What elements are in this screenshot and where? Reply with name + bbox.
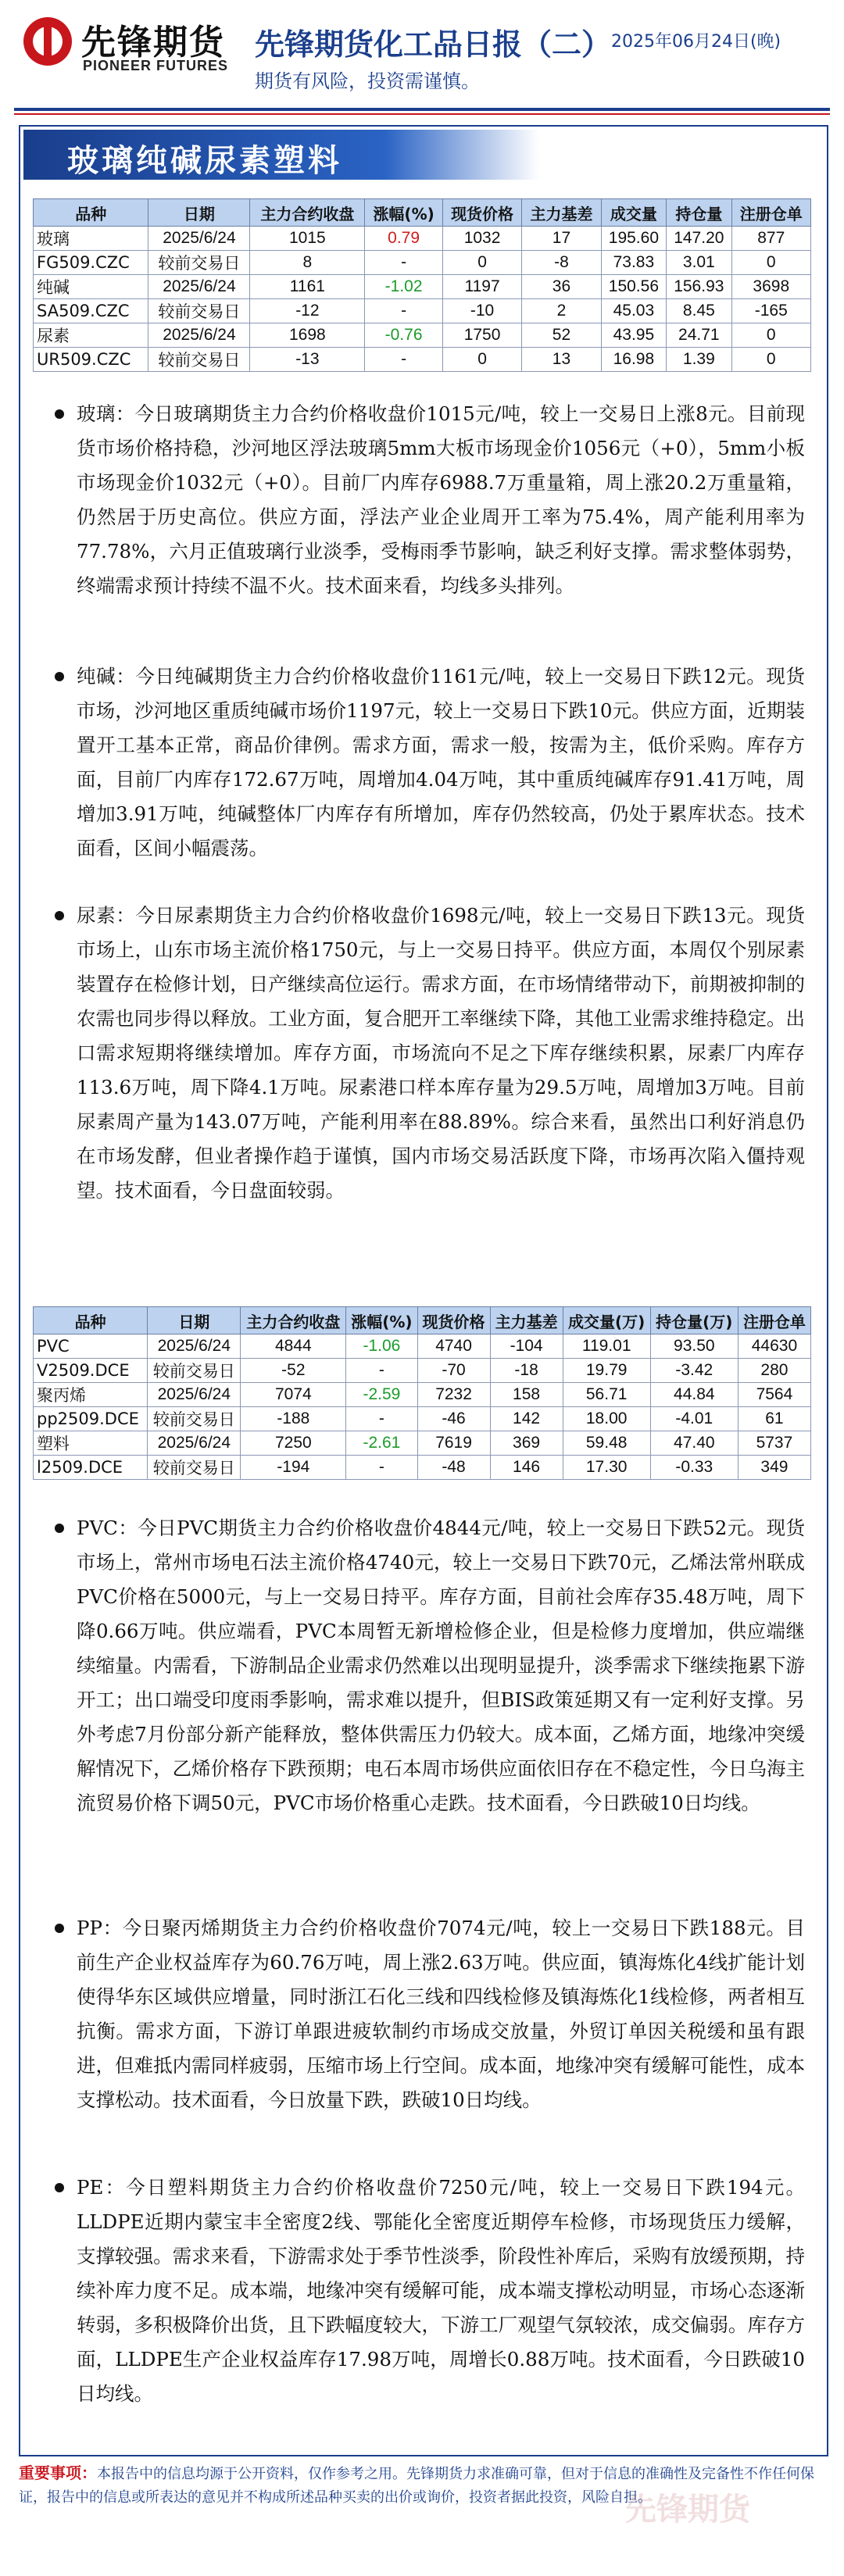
header-divider (14, 108, 830, 111)
column-header: 注册仓单 (731, 199, 810, 227)
table-cell: 0.79 (365, 227, 443, 251)
table-row (34, 323, 811, 348)
table-cell: -2.61 (346, 1431, 417, 1456)
disclaimer (19, 2461, 825, 2510)
disclaimer-label: 重要事项： (19, 2463, 97, 2482)
column-header: 现货价格 (442, 199, 521, 227)
table-cell: -104 (490, 1334, 563, 1359)
table-cell: -2.59 (346, 1383, 417, 1407)
column-header: 持仓量(万) (650, 1307, 738, 1334)
table-cell: 0 (731, 323, 810, 348)
table-cell: 1161 (250, 275, 365, 299)
table-row (34, 1456, 811, 1480)
table-cell: 4844 (241, 1334, 346, 1359)
table-cell: 较前交易日 (148, 348, 250, 372)
product-name-cell: 玻璃 (34, 227, 148, 251)
table-row (34, 1383, 811, 1407)
table-cell: 19.79 (563, 1359, 650, 1383)
table-cell: 147.20 (667, 227, 731, 251)
product-name-cell: FG509.CZC (34, 251, 148, 275)
column-header: 主力合约收盘 (241, 1307, 346, 1334)
column-header: 成交量(万) (563, 1307, 650, 1334)
section-title: 玻璃纯碱尿素塑料 (67, 143, 342, 179)
table-cell: 0 (442, 251, 521, 275)
table-cell: 16.98 (601, 348, 666, 372)
report-title: 先锋期货化工品日报（二） (255, 27, 612, 62)
bullet-icon (55, 911, 64, 920)
table-cell: - (365, 348, 443, 372)
table-cell: 7232 (417, 1383, 490, 1407)
table-cell: 2 (522, 299, 601, 323)
table-cell: -8 (522, 251, 601, 275)
table-cell: 4740 (417, 1334, 490, 1359)
table-cell: -18 (490, 1359, 563, 1383)
paragraph-pe: PE：今日塑料期货主力合约价格收盘价7250元/吨，较上一交易日下跌194元。LLDPE近期内蒙宝丰全密度2线、鄂能化全密度近期停车检修，市场现货压力缓解，支撑较强。需求来看，下游需求处于季节性淡季，阶段性补库后，采购有放缓预期，持续补库力度不足。成本端，地缘冲突有缓解可能，成本端支撑松动明显，市场心态逐渐转弱，多积极降价出货，且下跌幅度较大，下游工厂观望气氛较浓，成交偏弱。库存方面，LLDPE生产企业权益库存17.98万吨，周增长0.88万吨。技术面看，今日跌破10日均线。 (77, 2176, 805, 2405)
table-cell: 146 (490, 1456, 563, 1480)
bullet-icon (55, 672, 64, 681)
logo-text-cn: 先锋期货 (81, 23, 225, 63)
product-name-cell: UR509.CZC (34, 348, 148, 372)
product-name-cell: PVC (34, 1334, 148, 1359)
table-row (34, 1334, 811, 1359)
data-table-plastics (33, 1306, 811, 1480)
table-cell: 369 (490, 1431, 563, 1456)
table-cell: 0 (731, 251, 810, 275)
table-cell: 较前交易日 (148, 251, 250, 275)
product-name-cell: SA509.CZC (34, 299, 148, 323)
table-row (34, 1431, 811, 1456)
report-date: 2025年06月24日(晚) (611, 32, 781, 52)
paragraph-glass: 玻璃：今日玻璃期货主力合约价格收盘价1015元/吨，较上一交易日上涨8元。目前现货市场价格持稳，沙河地区浮法玻璃5mm大板市场现金价1056元（+0），5mm小板市场现金价1032元（+0）。目前厂内库存6988.7万重量箱，周上涨20.2万重量箱，仍然居于历史高位。供应方面，浮法产业企业周开工率为75.4%，周产能利用率为77.78%，六月正值玻璃行业淡季，受梅雨季节影响，缺乏利好支撑。需求整体弱势，终端需求预计持续不温不火。技术面来看，均线多头排列。 (77, 402, 805, 597)
data-table-glass-soda-urea (33, 198, 811, 372)
table-cell: 2025/6/24 (148, 1383, 241, 1407)
paragraph-soda: 纯碱：今日纯碱期货主力合约价格收盘价1161元/吨，较上一交易日下跌12元。现货市场，沙河地区重质纯碱市场价1197元，较上一交易日下跌10元。供应方面，近期装置开工基本正常，商品价律例。需求方面，需求一般，按需为主，低价采购。库存方面，目前厂内库存172.67万吨，周增加4.04万吨，其中重质纯碱库存91.41万吨，周增加3.91万吨，纯碱整体厂内库存有所增加，库存仍然较高，仍处于累库状态。技术面看，区间小幅震荡。 (77, 665, 805, 859)
table-cell: -4.01 (650, 1407, 738, 1431)
table-cell: 349 (738, 1456, 810, 1480)
product-name-cell: 塑料 (34, 1431, 148, 1456)
table-cell: -1.06 (346, 1334, 417, 1359)
table-cell: -52 (241, 1359, 346, 1383)
table-cell: 93.50 (650, 1334, 738, 1359)
bullet-icon (55, 2183, 64, 2192)
disclaimer-text: 本报告中的信息均源于公开资料，仅作参考之用。先锋期货力求准确可靠，但对于信息的准确性及完备性不作任何保证，报告中的信息或所表达的意见并不构成所述品种买卖的出价或询价，投资者据此投资，风险自担。 (19, 2466, 814, 2506)
table-cell: 较前交易日 (148, 1359, 241, 1383)
table-row (34, 1359, 811, 1383)
table-row (34, 227, 811, 251)
table-cell: 43.95 (601, 323, 666, 348)
logo-icon (23, 17, 72, 66)
paragraph-pp: PP：今日聚丙烯期货主力合约价格收盘价7074元/吨，较上一交易日下跌188元。目前生产企业权益库存为60.76万吨，周上涨2.63万吨。供应面，镇海炼化4线扩能计划使得华东区域供应增量，同时浙江石化三线和四线检修及镇海炼化1线检修，两者相互抗衡。需求方面，下游订单跟进疲软制约市场成交放量，外贸订单因关税缓和虽有跟进，但难抵内需同样疲弱，压缩市场上行空间。成本面，地缘冲突有缓解可能性，成本支撑松动。技术面看，今日放量下跌，跌破10日均线。 (77, 1917, 805, 2111)
table-cell: 44.84 (650, 1383, 738, 1407)
table-cell: - (346, 1359, 417, 1383)
table-cell: 2025/6/24 (148, 275, 250, 299)
table-cell: 195.60 (601, 227, 666, 251)
table-cell: 7250 (241, 1431, 346, 1456)
table-cell: 52 (522, 323, 601, 348)
table-cell: -1.02 (365, 275, 443, 299)
table-row (34, 275, 811, 299)
table-cell: -46 (417, 1407, 490, 1431)
table-cell: 73.83 (601, 251, 666, 275)
table-cell: 7074 (241, 1383, 346, 1407)
column-header: 主力基差 (490, 1307, 563, 1334)
table-cell: - (365, 251, 443, 275)
table-row (34, 348, 811, 372)
table-cell: 142 (490, 1407, 563, 1431)
table-cell: 1698 (250, 323, 365, 348)
table-cell: 61 (738, 1407, 810, 1431)
table-cell: 5737 (738, 1431, 810, 1456)
risk-slogan: 期货有风险，投资需谨慎。 (255, 70, 480, 92)
column-header: 成交量 (601, 199, 666, 227)
table-cell: 158 (490, 1383, 563, 1407)
bullet-icon (55, 409, 64, 419)
table-row (34, 251, 811, 275)
table-cell: -194 (241, 1456, 346, 1480)
column-header: 现货价格 (417, 1307, 490, 1334)
column-header: 持仓量 (667, 199, 731, 227)
table-cell: 44630 (738, 1334, 810, 1359)
table-cell: 0 (442, 348, 521, 372)
bullet-icon (55, 1524, 64, 1533)
table-cell: 1197 (442, 275, 521, 299)
product-name-cell: 聚丙烯 (34, 1383, 148, 1407)
table-cell: 59.48 (563, 1431, 650, 1456)
table-cell: 3698 (731, 275, 810, 299)
column-header: 涨幅(%) (346, 1307, 417, 1334)
column-header: 涨幅(%) (365, 199, 443, 227)
table-cell: -165 (731, 299, 810, 323)
header-divider-red (14, 113, 830, 115)
product-name-cell: 尿素 (34, 323, 148, 348)
table-row (34, 299, 811, 323)
table-cell: 156.93 (667, 275, 731, 299)
table-cell: -12 (250, 299, 365, 323)
product-name-cell: 纯碱 (34, 275, 148, 299)
bullet-icon (55, 1924, 64, 1933)
table-cell: 7564 (738, 1383, 810, 1407)
table-cell: 1015 (250, 227, 365, 251)
table-row (34, 1407, 811, 1431)
table-cell: 2025/6/24 (148, 227, 250, 251)
product-name-cell: pp2509.DCE (34, 1407, 148, 1431)
table-cell: 119.01 (563, 1334, 650, 1359)
table-cell: 24.71 (667, 323, 731, 348)
table-cell: 150.56 (601, 275, 666, 299)
table-cell: 3.01 (667, 251, 731, 275)
table-cell: 45.03 (601, 299, 666, 323)
column-header: 品种 (34, 1307, 148, 1334)
table-cell: 较前交易日 (148, 299, 250, 323)
paragraph-pvc: PVC：今日PVC期货主力合约价格收盘价4844元/吨，较上一交易日下跌52元。现货市场上，常州市场电石法主流价格4740元，较上一交易日下跌70元，乙烯法常州联成PVC价格在5000元，与上一交易日持平。库存方面，目前社会库存35.48万吨，周下降0.66万吨。供应端看，PVC本周暂无新增检修企业，但是检修力度增加，供应端继续缩量。内需看，下游制品企业需求仍然难以出现明显提升，淡季需求下继续拖累下游开工；出口端受印度雨季影响，需求难以提升，但BIS政策延期又有一定利好支撑。另外考虑7月份部分新产能释放，整体供需压力仍较大。成本面，乙烯方面，地缘冲突缓解情况下，乙烯价格存下跌预期；电石本周市场供应面依旧存在不稳定性，今日乌海主流贸易价格下调50元，PVC市场价格重心走跌。技术面看，今日跌破10日均线。 (77, 1517, 805, 1814)
table-cell: 56.71 (563, 1383, 650, 1407)
table-cell: - (346, 1407, 417, 1431)
table-cell: -48 (417, 1456, 490, 1480)
table-cell: 877 (731, 227, 810, 251)
column-header: 品种 (34, 199, 148, 227)
table-cell: 17.30 (563, 1456, 650, 1480)
column-header: 主力基差 (522, 199, 601, 227)
table-cell: 0 (731, 348, 810, 372)
table-cell: 17 (522, 227, 601, 251)
column-header: 注册仓单 (738, 1307, 810, 1334)
product-name-cell: V2509.DCE (34, 1359, 148, 1383)
column-header: 主力合约收盘 (250, 199, 365, 227)
table-cell: -70 (417, 1359, 490, 1383)
table-cell: 2025/6/24 (148, 1431, 241, 1456)
report-header (0, 0, 844, 117)
column-header: 日期 (148, 199, 250, 227)
table-cell: 较前交易日 (148, 1407, 241, 1431)
table-cell: 2025/6/24 (148, 1334, 241, 1359)
table-cell: 47.40 (650, 1431, 738, 1456)
table-header-row (34, 199, 811, 227)
table-cell: -0.33 (650, 1456, 738, 1480)
table-header-row (34, 1307, 811, 1334)
table-cell: 18.00 (563, 1407, 650, 1431)
table-cell: 1032 (442, 227, 521, 251)
table-cell: -188 (241, 1407, 346, 1431)
column-header: 日期 (148, 1307, 241, 1334)
table-cell: 7619 (417, 1431, 490, 1456)
table-cell: -0.76 (365, 323, 443, 348)
logo-text-en: PIONEER FUTURES (83, 58, 229, 73)
table-cell: -13 (250, 348, 365, 372)
table-cell: - (346, 1456, 417, 1480)
watermark-text: 先锋期货 (625, 2492, 750, 2528)
table-cell: 280 (738, 1359, 810, 1383)
table-cell: 36 (522, 275, 601, 299)
table-cell: - (365, 299, 443, 323)
product-name-cell: l2509.DCE (34, 1456, 148, 1480)
table-cell: 较前交易日 (148, 1456, 241, 1480)
table-cell: 2025/6/24 (148, 323, 250, 348)
table-cell: -10 (442, 299, 521, 323)
table-cell: 1750 (442, 323, 521, 348)
table-cell: 8.45 (667, 299, 731, 323)
table-cell: 13 (522, 348, 601, 372)
table-cell: -3.42 (650, 1359, 738, 1383)
table-cell: 8 (250, 251, 365, 275)
table-cell: 1.39 (667, 348, 731, 372)
section-banner (23, 130, 539, 180)
paragraph-urea: 尿素：今日尿素期货主力合约价格收盘价1698元/吨，较上一交易日下跌13元。现货市场上，山东市场主流价格1750元，与上一交易日持平。供应方面，本周仅个别尿素装置存在检修计划，日产继续高位运行。需求方面，在市场情绪带动下，前期被抑制的农需也同步得以释放。工业方面，复合肥开工率继续下降，其他工业需求维持稳定。出口需求短期将继续增加。库存方面，市场流向不足之下库存继续积累，尿素厂内库存113.6万吨，周下降4.1万吨。尿素港口样本库存量为29.5万吨，周增加3万吨。目前尿素周产量为143.07万吨，产能利用率在88.89%。综合来看，虽然出口利好消息仍在市场发酵，但业者操作趋于谨慎，国内市场交易活跃度下降，市场再次陷入僵持观望。技术面看，今日盘面较弱。 (77, 904, 805, 1202)
